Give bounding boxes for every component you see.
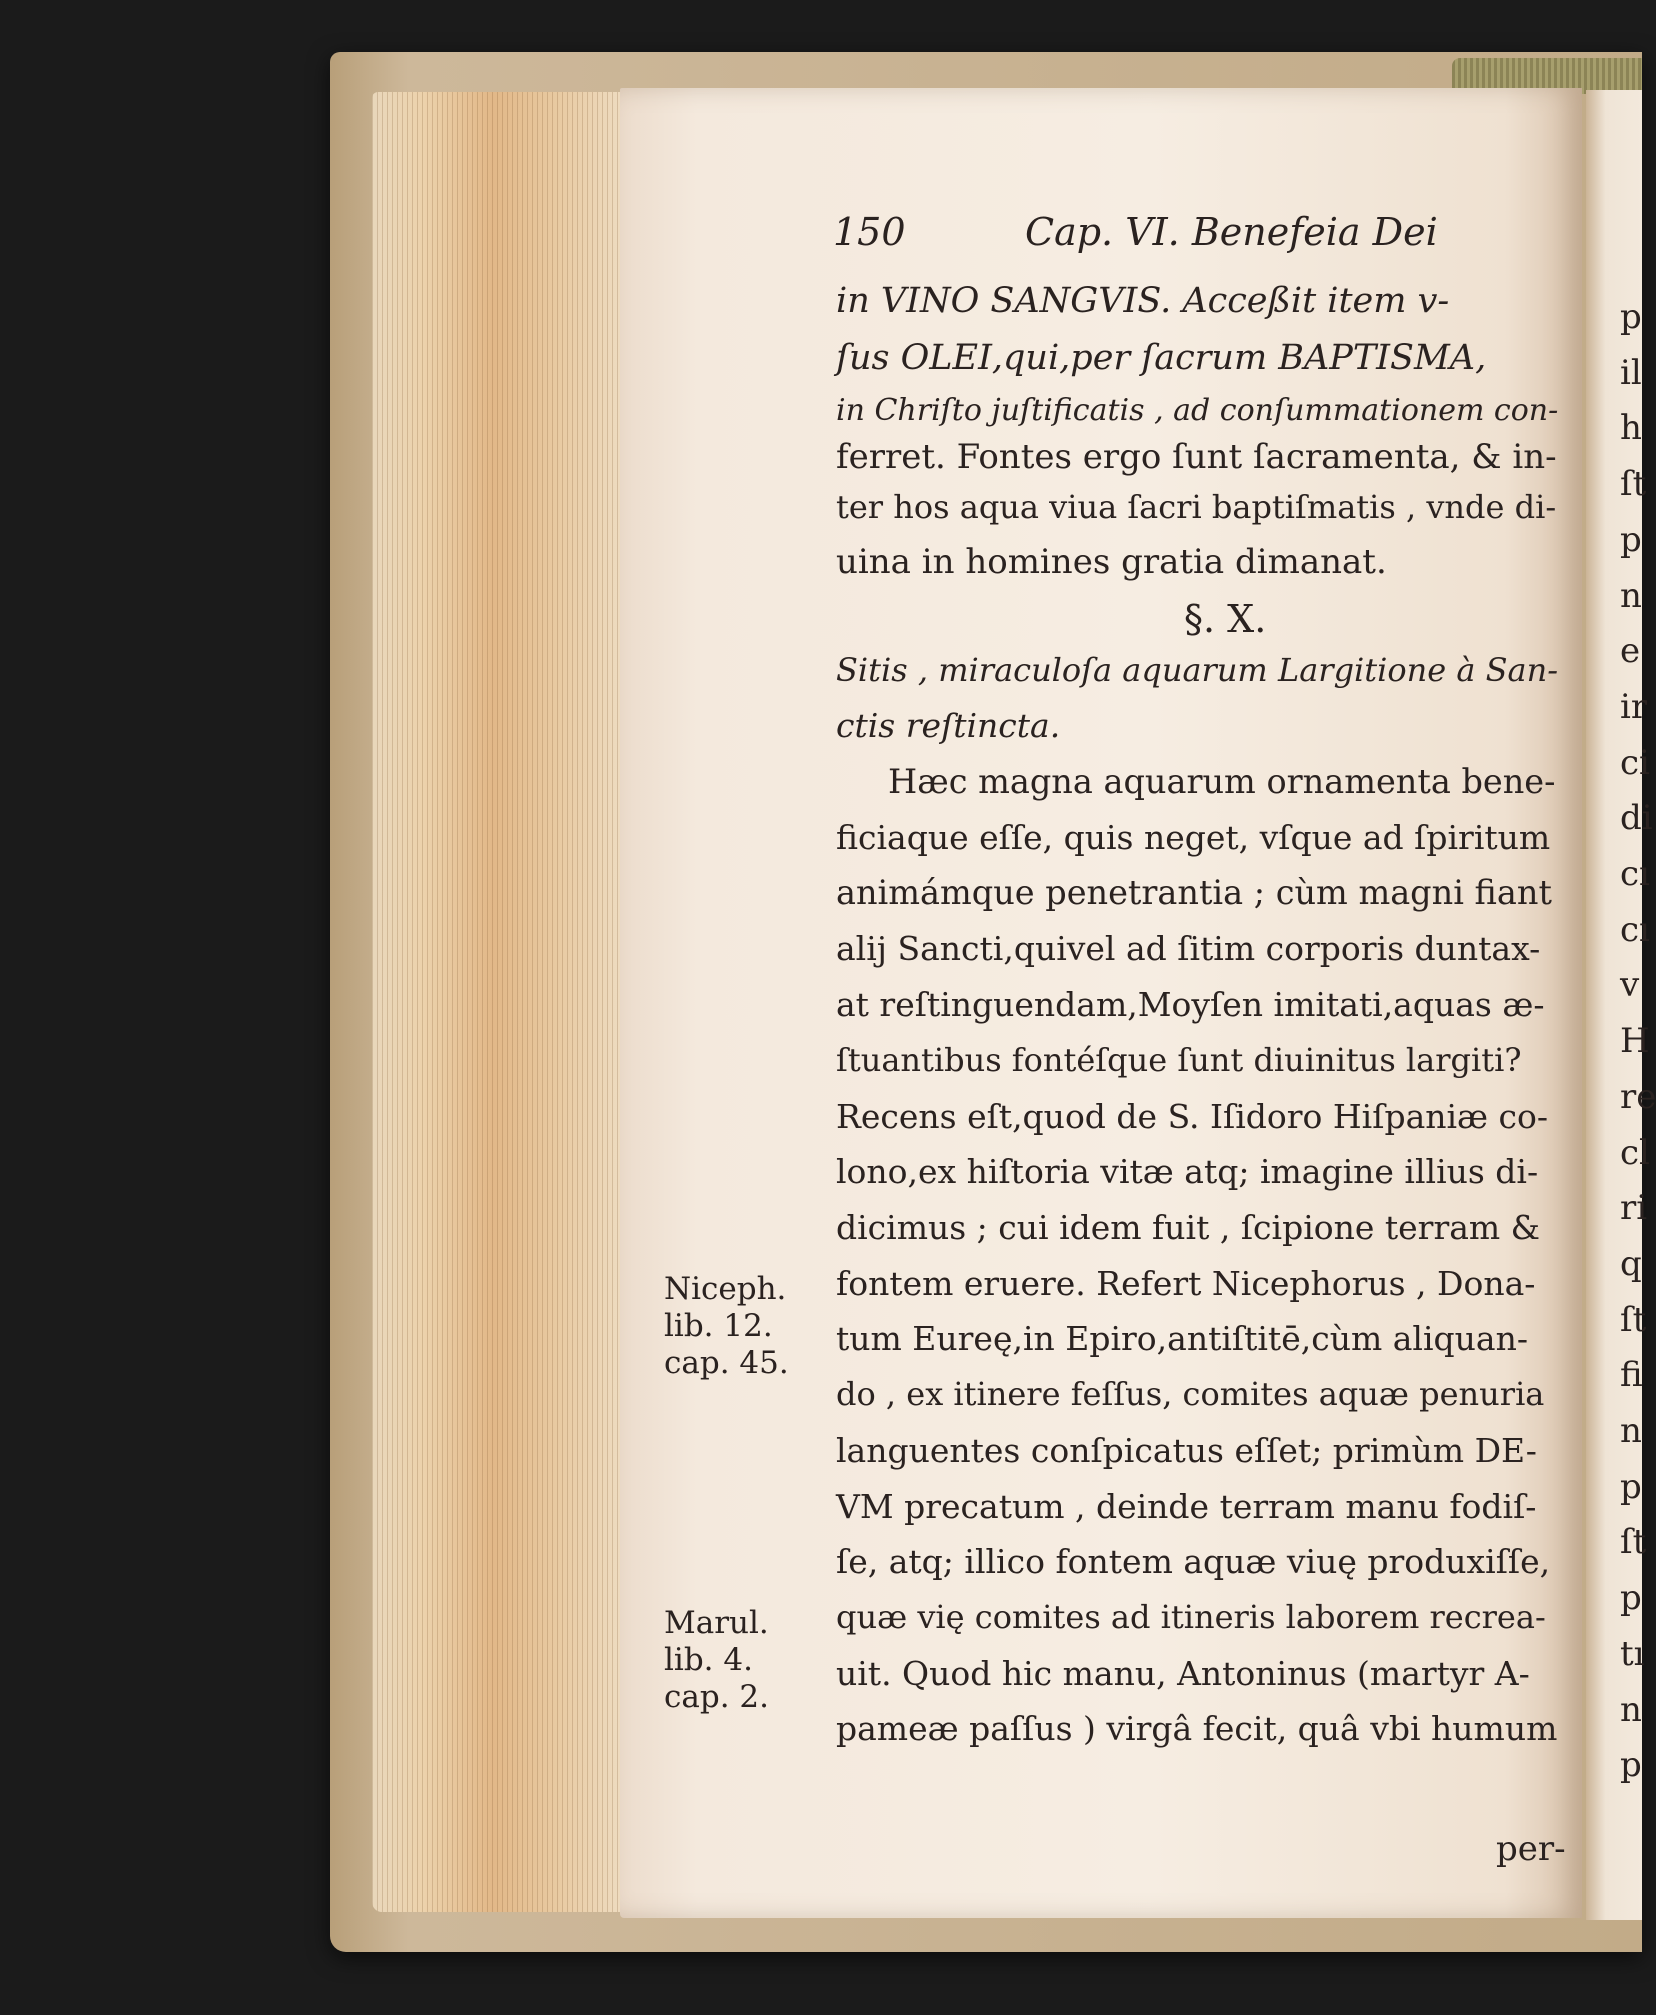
body-line-6: uina in homines gratia dimanat. xyxy=(836,542,1387,582)
paragraph-line-13: languentes conſpicatus eſſet; primùm DE- xyxy=(836,1431,1537,1470)
paragraph-line-6: ſtuantibus fontéſque ſunt diuinitus largiti? xyxy=(836,1041,1522,1079)
catchword: per- xyxy=(1496,1829,1566,1869)
paragraph-line-9: dicimus ; cui idem fuit , ſcipione terram & xyxy=(836,1208,1541,1247)
body-line-3: in Chriſto juſtificatis , ad conſummationem con- xyxy=(836,393,1559,428)
paragraph-line-12: do , ex itinere feſſus, comites aquæ penuria xyxy=(836,1375,1545,1413)
paragraph-line-1: Hæc magna aquarum ornamenta bene- xyxy=(888,762,1556,801)
marginal-note-marul: Marul. lib. 4. cap. 2. xyxy=(664,1605,769,1715)
paragraph-line-10: fontem eruere. Refert Nicephorus , Dona- xyxy=(836,1264,1536,1303)
body-line-5: ter hos aqua viua ſacri baptiſmatis , vnde di- xyxy=(836,488,1557,526)
running-title: Cap. VI. Benefeia Dei xyxy=(1025,210,1438,254)
section-mark: §. X. xyxy=(1184,597,1267,641)
body-line-2: ſus OLEI,qui,per ſacrum BAPTISMA, xyxy=(836,338,1487,378)
paragraph-line-17: uit. Quod hic manu, Antoninus (martyr A- xyxy=(836,1654,1530,1693)
paragraph-line-2: ficiaque eſſe, quis neget, vſque ad ſpiritum xyxy=(836,818,1551,857)
paragraph-line-7: Recens eſt,quod de S. Iſidoro Hiſpaniæ co- xyxy=(836,1097,1549,1136)
paragraph-line-16: quæ vię comites ad itineris laborem recrea- xyxy=(836,1598,1546,1636)
paragraph-line-18: pameæ paſſus ) virgâ fecit, quâ vbi humum xyxy=(836,1709,1558,1748)
facing-page-letters: p il h ſt p n e ir ci di cı cı v H re cl ri q ſt fi n p ſt p tı n p xyxy=(1620,297,1656,1786)
paragraph-line-5: at reſtinguendam,Moyſen imitati,aquas æ- xyxy=(836,985,1545,1024)
page-edges xyxy=(372,92,624,1912)
section-title-line-2: ctis reſtincta. xyxy=(836,706,1061,745)
paragraph-line-15: ſe, atq; illico fontem aquæ viuę produxiſſe, xyxy=(836,1542,1551,1581)
paragraph-line-14: VM precatum , deinde terram manu fodiſ- xyxy=(836,1487,1537,1526)
page-number: 150 xyxy=(833,210,906,254)
paragraph-line-8: lono,ex hiſtoria vitæ atq; imagine illius di- xyxy=(836,1152,1539,1191)
section-title-line-1: Sitis , miraculoſa aquarum Largitione à San- xyxy=(836,651,1559,689)
paragraph-line-11: tum Eureę,in Epiro,antiſtitē,cùm aliquan- xyxy=(836,1319,1528,1358)
paragraph-line-4: alij Sancti,quivel ad ſitim corporis duntax- xyxy=(836,929,1541,968)
paragraph-line-3: animámque penetrantia ; cùm magni fiant xyxy=(836,873,1552,912)
body-line-4: ferret. Fontes ergo ſunt ſacramenta, & in- xyxy=(836,437,1557,477)
marginal-note-niceph: Niceph. lib. 12. cap. 45. xyxy=(664,1271,789,1381)
body-line-1: in VINO SANGVIS. Acceßit item v- xyxy=(836,281,1450,321)
